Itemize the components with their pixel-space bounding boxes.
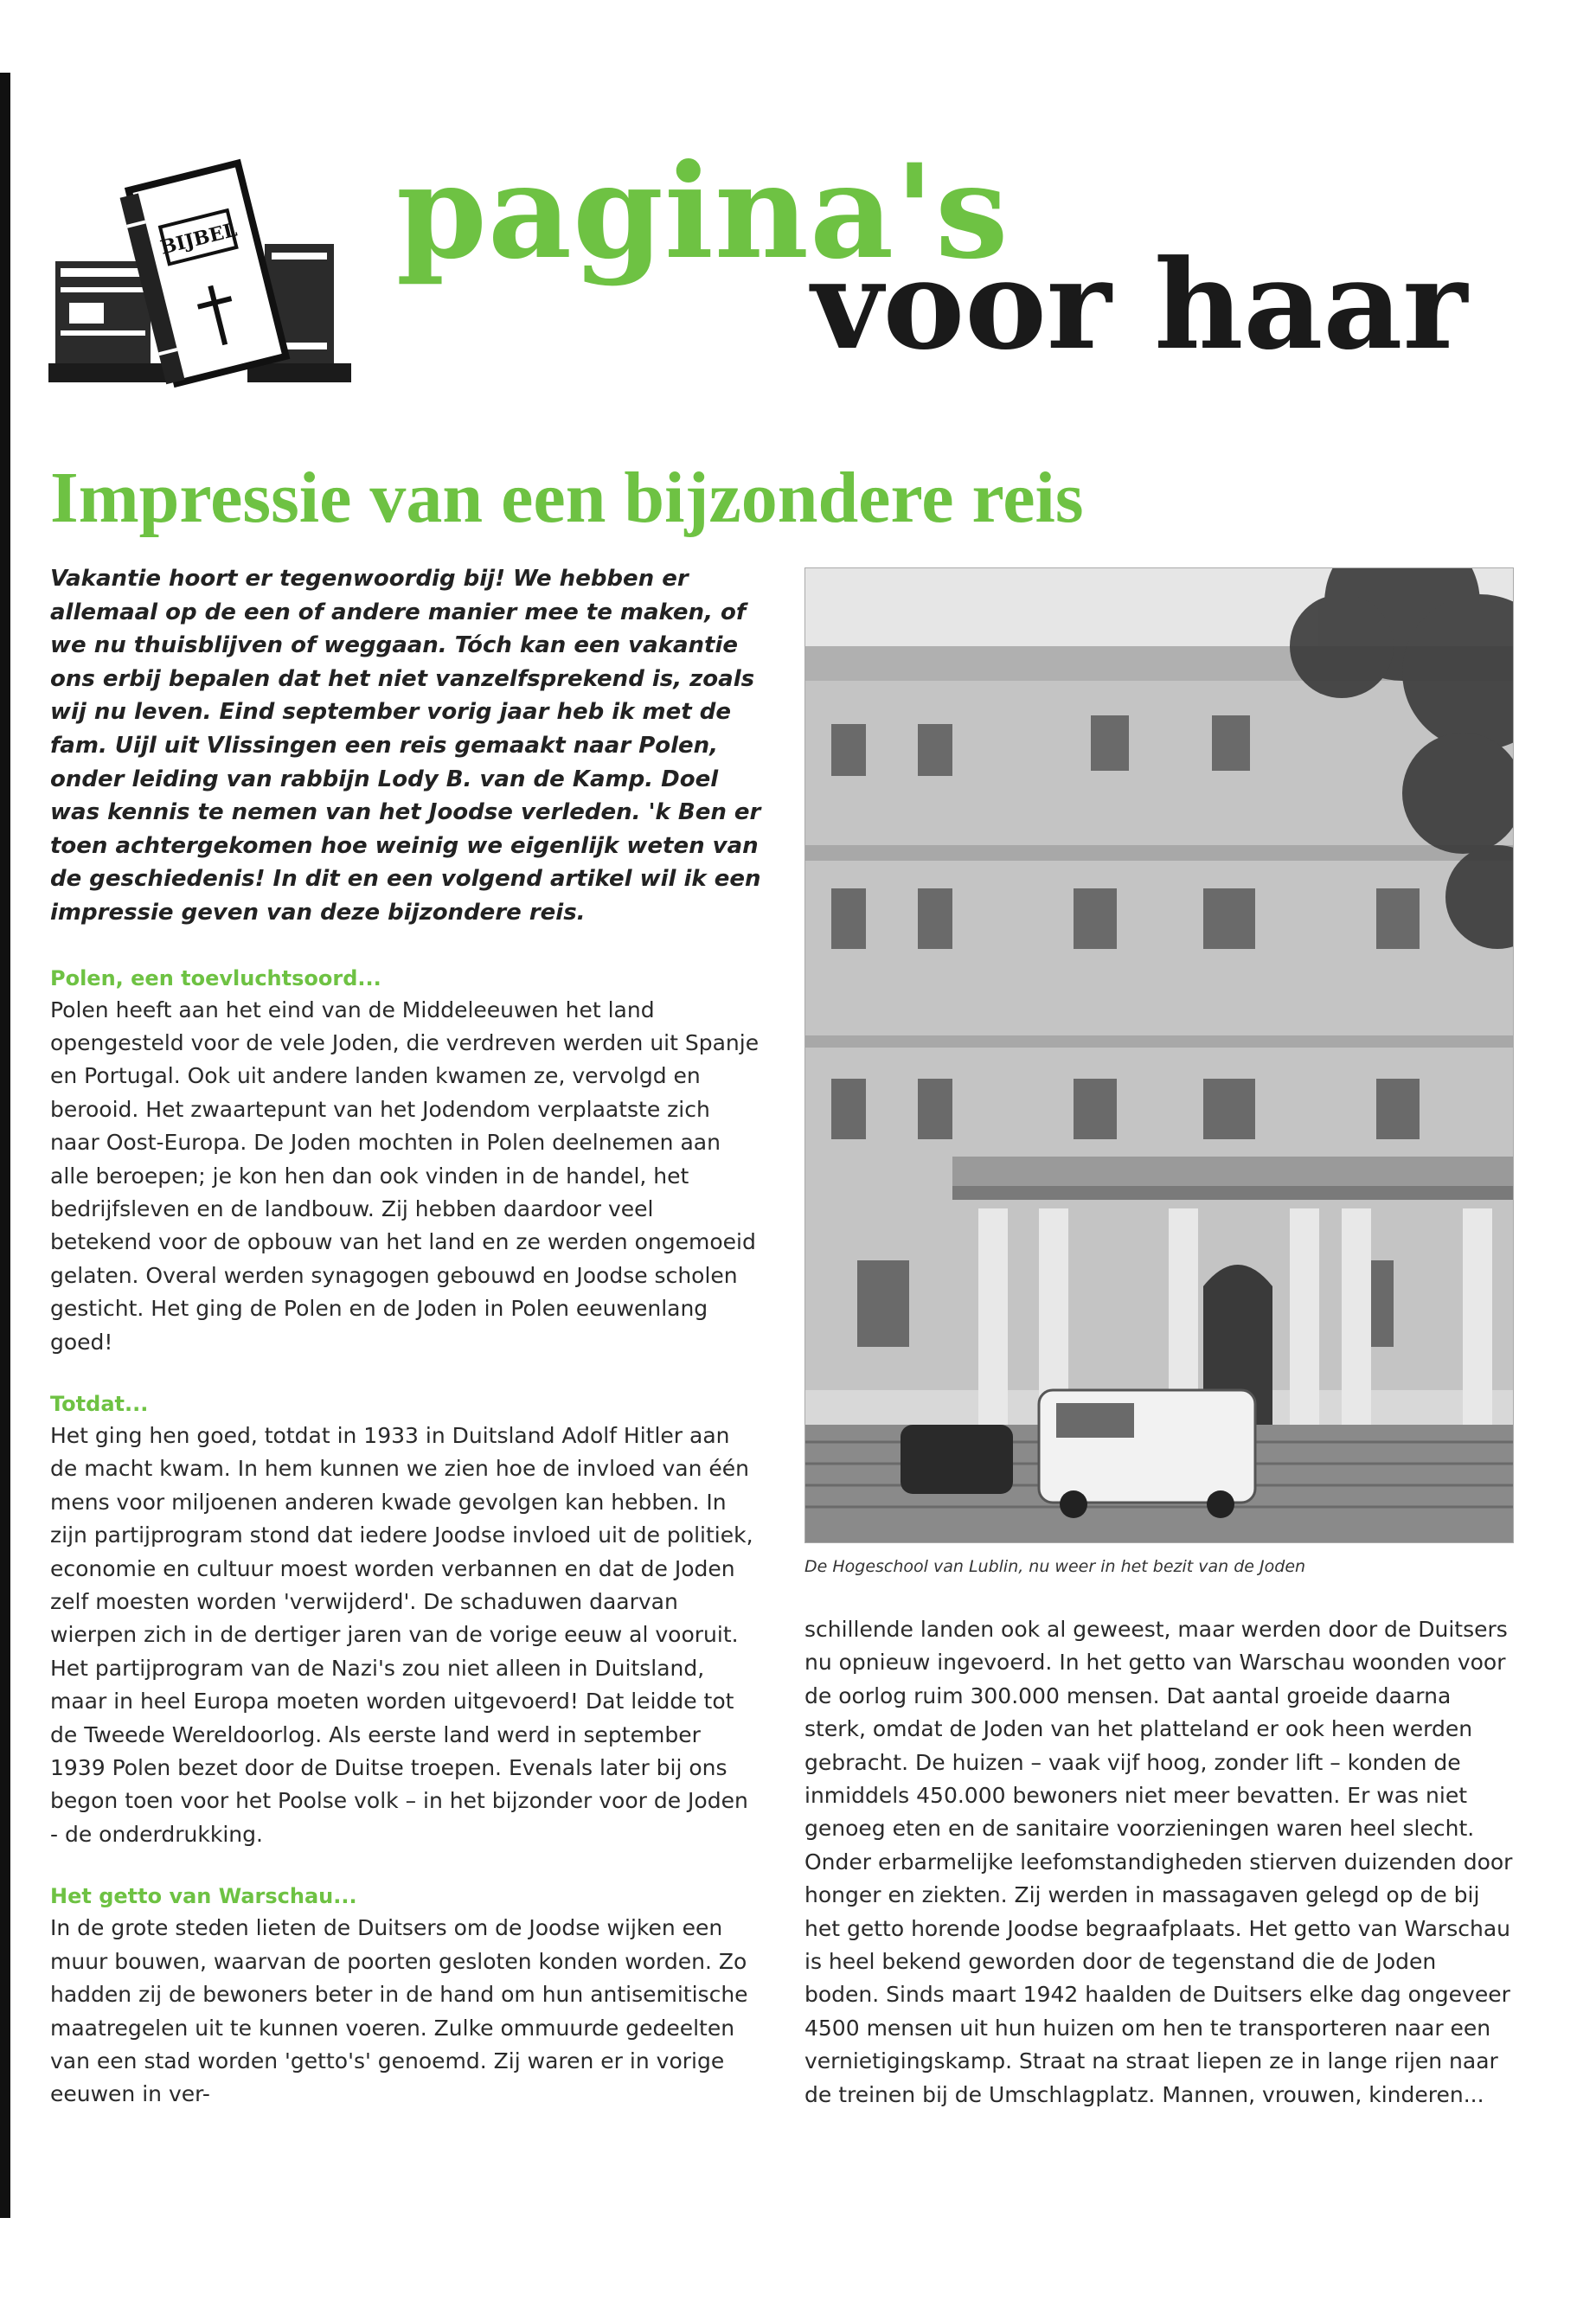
section-heading-polen: Polen, een toevluchtsoord... — [50, 965, 381, 990]
article-headline: Impressie van een bijzondere reis — [50, 458, 1084, 538]
section-text-getto: In de grote steden lieten de Duitsers om de Joodse wijken een muur bouwen, waarvan de poorten gesloten konden worden. Zo hadden zij de bewoners beter in de hand om hun antisemitische maatregelen uit te kunnen voeren. Zulke ommuurde gedeelten van een stad worden 'getto's' genoemd. Zij waren er in vorige eeuwen in ver- — [50, 1915, 748, 2107]
logo-bible-text: BIJBEL — [157, 218, 240, 260]
article-photo — [804, 567, 1514, 1543]
masthead-title-green: pagina's — [396, 136, 1010, 288]
section-heading-totdat: Totdat... — [50, 1392, 149, 1416]
masthead-title-black: voor haar — [811, 234, 1468, 377]
right-column-text: schillende landen ook al geweest, maar werden door de Duitsers nu opnieuw ingevoerd. In het getto van Warschau woonden voor de oorlog ruim 300.000 mensen. Dat aantal groeide daarna sterk, omdat de Joden van het platteland er ook heen werden gebracht. De huizen – vaak vijf hoog, zonder lift – konden de inmiddels 450.000 bewoners niet meer bevatten. Er was niet genoeg eten en de sanitaire voorzieningen waren heel slecht. Onder erbarmelijke leefomstandigheden stierven duizenden door honger en ziekten. Zij werden in massagaven gelegd op de bij het getto horende Joodse begraafplaats. Het getto van Warschau is heel bekend geworden door de tegenstand die de Joden boden. Sinds maart 1942 haalden de Duitsers elke dag ongeveer 4500 mensen uit hun huizen om hen te transporteren naar een vernietigingskamp. Straat na straat liepen ze in lange rijen naar de treinen bij de Umschlagplatz. Mannen, vrouwen, kinderen... — [804, 1617, 1513, 2107]
photo-caption: De Hogeschool van Lublin, nu weer in het bezit van de Joden — [804, 1557, 1306, 1576]
left-column — [50, 562, 761, 2141]
right-column — [804, 1613, 1516, 2112]
section-text-totdat: Het ging hen goed, totdat in 1933 in Duitsland Adolf Hitler aan de macht kwam. In hem kunnen we zien hoe de invloed van één mens voor miljoenen anderen kwade gevolgen kan hebben. In zijn partijprogram stond dat iedere Joodse invloed uit de politiek, economie en cultuur moest worden verbannen en dat de Joden zelf moesten worden 'verwijderd'. De schaduwen daarvan wierpen zich in de dertiger jaren van de vorige eeuw al vooruit. Het partijprogram van de Nazi's zou niet alleen in Duitsland, maar in heel Europa moeten worden uitgevoerd! Dat leidde tot de Tweede Wereldoorlog. Als eerste land werd in september 1939 Polen bezet door de Duitse troepen. Evenals later bij ons begon toen voor het Poolse volk – in het bijzonder voor de Joden - de onderdrukking. — [50, 1423, 753, 1847]
stack-of-books-icon — [48, 157, 358, 391]
section-text-polen: Polen heeft aan het eind van de Middeleeuwen het land opengesteld voor de vele Joden, die verdreven werden uit Spanje en Portugal. Ook uit andere landen kwamen ze, vervolgd en berooid. Het zwaartepunt van het Jodendom verplaatste zich naar Oost-Europa. De Joden mochten in Polen deelnemen aan alle beroepen; je kon hen dan ook vinden in de handel, het bedrijfsleven en de landbouw. Zij hebben daardoor veel betekend voor de opbouw van het land en ze werden ongemoeid gelaten. Overal werden synagogen gebouwd en Joodse scholen gesticht. Het ging de Polen en de Joden in Polen eeuwenlang goed! — [50, 997, 760, 1355]
scan-edge-strip — [0, 73, 10, 2218]
section-heading-getto: Het getto van Warschau... — [50, 1884, 357, 1909]
article-lead: Vakantie hoort er tegenwoordig bij! We hebben er allemaal op de een of andere manier mee te maken, of we nu thuisblijven of weggaan. Tóch kan een vakantie ons erbij bepalen dat het niet vanzelfsprekend is, zoals wij nu leven. Eind september vorig jaar heb ik met de fam. Uijl uit Vlissingen een reis gemaakt naar Polen, onder leiding van rabbijn Lody B. van de Kamp. Doel was kennis te nemen van het Joodse verleden. 'k Ben er toen achtergekomen hoe weinig we eigenlijk weten van de geschiedenis! In dit en een volgend artikel wil ik een impressie geven van deze bijzondere reis. — [50, 566, 761, 926]
